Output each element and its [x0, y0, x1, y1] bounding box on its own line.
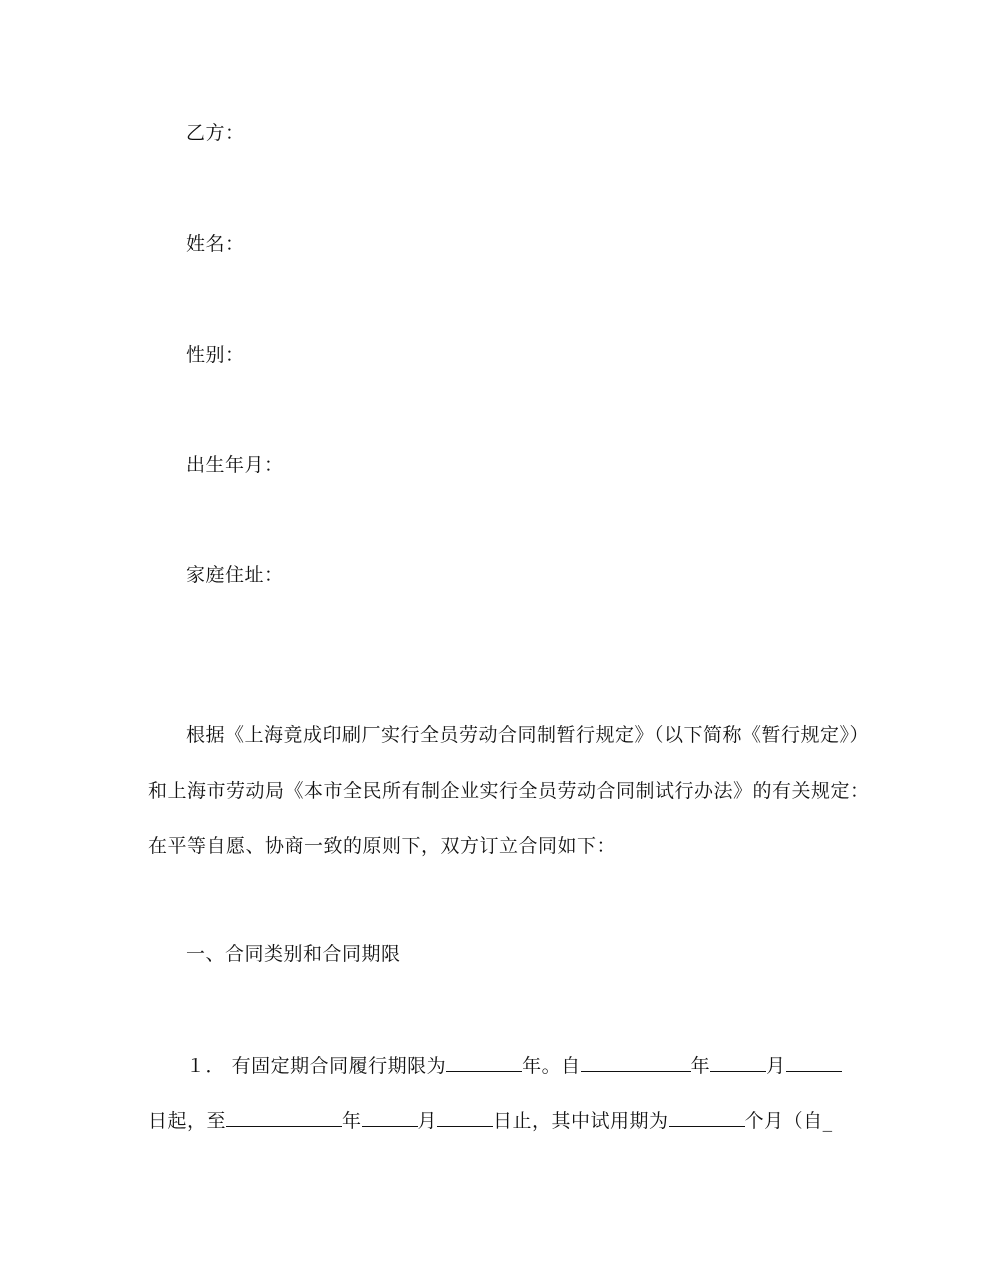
clause-1-line-1 — [186, 1053, 842, 1078]
clause-1-text-month: 月 — [766, 1055, 786, 1077]
party-b-heading: 乙方： — [186, 122, 245, 144]
clause-1-text-term: 有固定期合同履行期限为 — [231, 1055, 447, 1077]
clause-1-text-end-year: 年 — [342, 1110, 362, 1132]
birth-date-field-label: 出生年月： — [186, 454, 284, 476]
blank-start-year[interactable] — [581, 1053, 691, 1072]
clause-1-text-year: 年 — [690, 1055, 711, 1077]
clause-1-text-year-from: 年。自 — [522, 1055, 581, 1077]
clause-1-line-2 — [148, 1108, 833, 1133]
preamble-line-3: 在平等自愿、协商一致的原则下，双方订立合同如下： — [148, 835, 617, 857]
preamble-line-1: 根据《上海竟成印刷厂实行全员劳动合同制暂行规定》（以下简称《暂行规定》） — [186, 724, 870, 746]
clause-1-text-months-from: 个月（自_ — [744, 1110, 833, 1132]
blank-start-month[interactable] — [710, 1053, 766, 1072]
gender-field-label: 性别： — [186, 344, 245, 366]
clause-1-text-probation: 日止，其中试用期为 — [493, 1110, 669, 1132]
blank-end-day[interactable] — [437, 1108, 493, 1127]
blank-start-day[interactable] — [786, 1053, 842, 1072]
blank-probation-months[interactable] — [669, 1108, 745, 1127]
name-field-label: 姓名： — [186, 233, 245, 255]
clause-1-text-day-to: 日起，至 — [148, 1110, 227, 1132]
blank-end-year[interactable] — [226, 1108, 342, 1127]
preamble-line-2: 和上海市劳动局《本市全民所有制企业实行全员劳动合同制试行办法》的有关规定： — [148, 780, 870, 802]
clause-1-number: １． — [186, 1055, 226, 1077]
section-1-title: 一、合同类别和合同期限 — [186, 943, 401, 965]
blank-term-years[interactable] — [446, 1053, 522, 1072]
clause-1-text-end-month: 月 — [417, 1110, 438, 1132]
blank-end-month[interactable] — [362, 1108, 418, 1127]
home-address-field-label: 家庭住址： — [186, 564, 284, 586]
